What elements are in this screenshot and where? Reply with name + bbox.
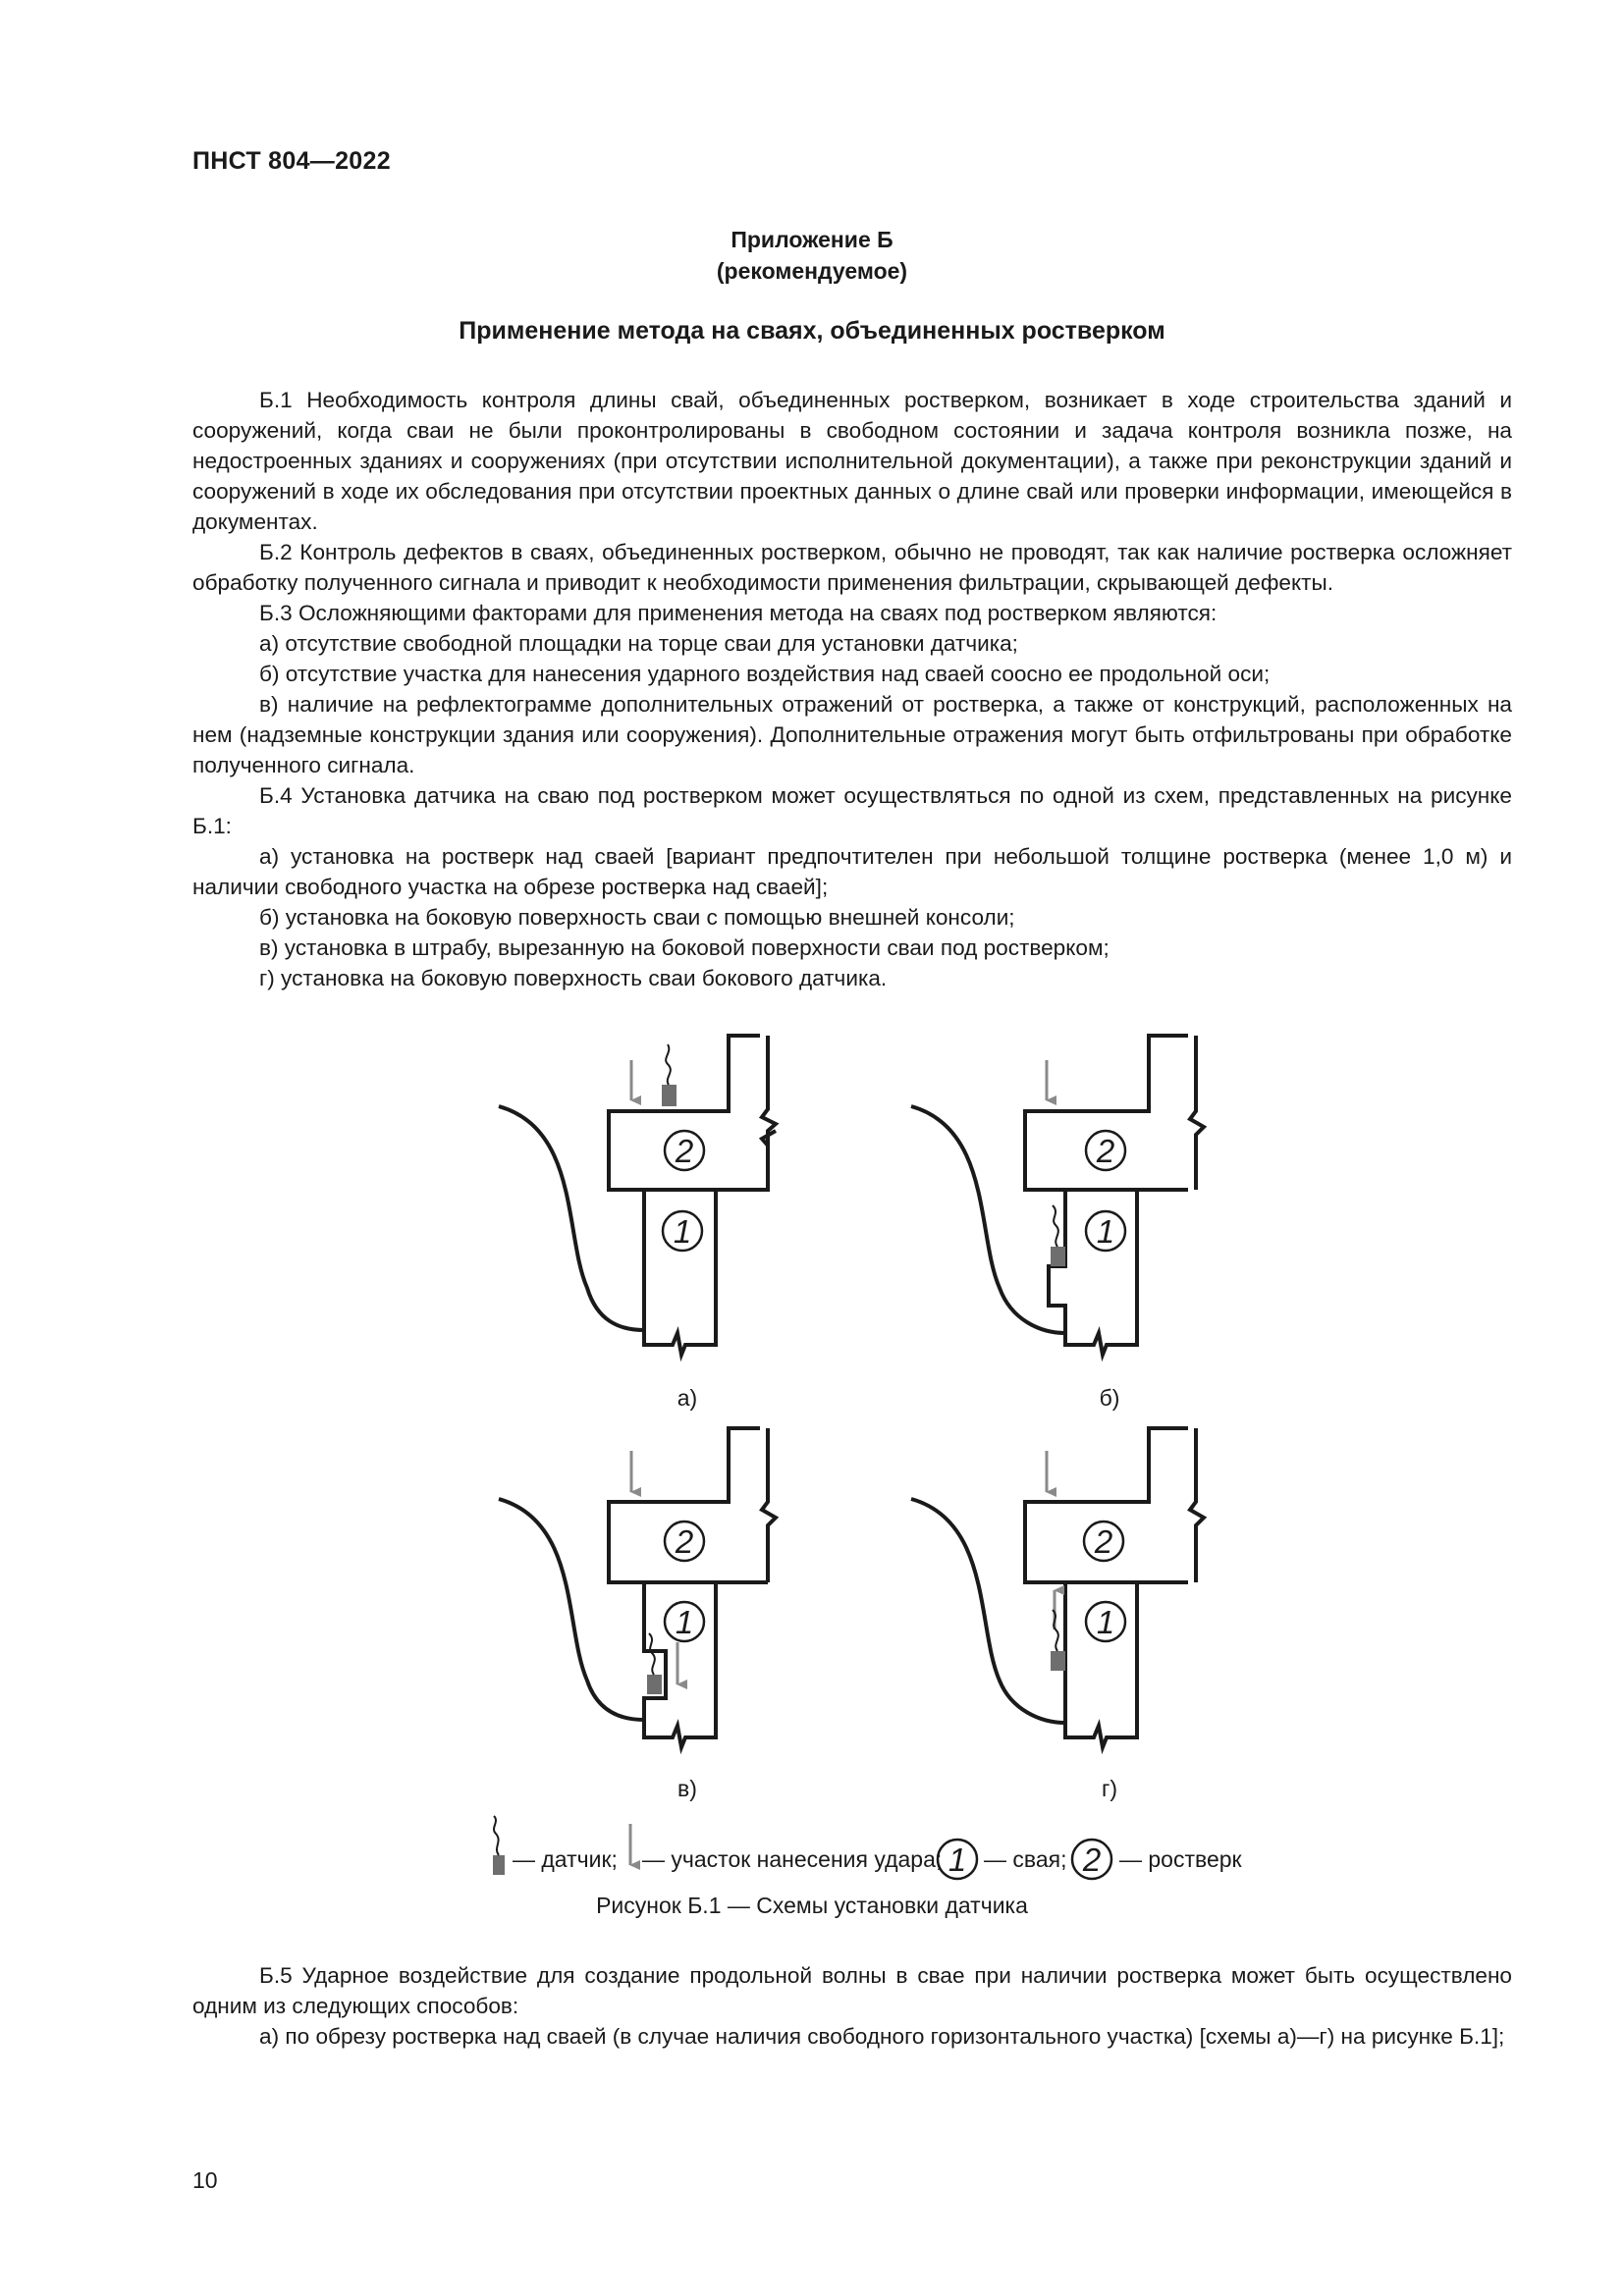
text-block-before-figure [192, 385, 1512, 993]
grillage-number: 2 [1094, 1523, 1113, 1560]
panel-label: в) [677, 1776, 697, 1801]
annex-title-block [0, 224, 1624, 287]
panel-b [911, 1036, 1204, 1411]
pile-number: 1 [1096, 1213, 1115, 1250]
panel-v [499, 1428, 776, 1801]
paragraph-b3-v: в) наличие на рефлектограмме дополнительных отражений от ростверка, а также от конструкций, расположенных на нем (надземные конструкции здания или сооружения). Дополнительные отражения могут быть отфильтрованы при обработке полученного сигнала. [192, 692, 1512, 777]
panel-a [499, 1036, 776, 1411]
sensor-icon [662, 1044, 677, 1106]
paragraph-b4-g: г) установка на боковую поверхность сваи бокового датчика. [259, 966, 888, 990]
grillage-break-right [762, 1428, 776, 1582]
paragraph-b4-a: а) установка на ростверк над сваей [вариант предпочтителен при небольшой толщине ростверка (менее 1,0 м) и наличии свободного участка на обрезе ростверка над сваей]; [192, 844, 1512, 899]
paragraph-b5: Б.5 Ударное воздействие для создание продольной волны в свае при наличии ростверка может быть осуществлено одним из следующих способов: [192, 1963, 1512, 2018]
paragraph-b3-b: б) отсутствие участка для нанесения ударного воздействия над сваей соосно ее продольной оси; [259, 662, 1271, 686]
sensor-icon [647, 1633, 662, 1694]
legend-grillage-text: — ростверк [1119, 1846, 1242, 1872]
grillage-break-right [762, 1036, 776, 1190]
panel-g [911, 1428, 1204, 1801]
pile-number: 1 [1096, 1604, 1115, 1640]
paragraph-b2: Б.2 Контроль дефектов в сваях, объединенных ростверком, обычно не проводят, так как наличие ростверка осложняет обработку полученного сигнала и приводит к необходимости применения фильтрации, скрывающей дефекты. [192, 540, 1512, 595]
grillage-number: 2 [1096, 1133, 1115, 1169]
legend-sensor-icon [493, 1816, 505, 1875]
paragraph-b3: Б.3 Осложняющими факторами для применения метода на сваях под ростверком являются: [259, 601, 1218, 625]
soil-line [499, 1106, 644, 1330]
soil-line [499, 1499, 644, 1720]
sensor-icon [1051, 1205, 1065, 1266]
legend-grillage-number: 2 [1082, 1842, 1102, 1878]
page-number: 10 [192, 2167, 218, 2193]
pile-number: 1 [673, 1213, 692, 1250]
legend-pile-text: — свая; [984, 1846, 1067, 1872]
panel-label: г) [1101, 1776, 1118, 1801]
figure-sensor-schemes [0, 1021, 1624, 1878]
legend-impact-text: — участок нанесения удара; [642, 1846, 943, 1872]
grillage-number: 2 [675, 1523, 694, 1560]
paragraph-b3-a: а) отсутствие свободной площадки на торце сваи для установки датчика; [259, 631, 1018, 656]
legend-pile-number: 1 [947, 1842, 967, 1878]
soil-line [911, 1499, 1065, 1723]
legend-sensor-text: — датчик; [513, 1846, 618, 1872]
text-block-after-figure [192, 1960, 1512, 2052]
annex-title: Приложение Б [731, 227, 893, 252]
grillage-number: 2 [675, 1133, 694, 1169]
paragraph-b4: Б.4 Установка датчика на сваю под ростверком может осуществляться по одной из схем, представленных на рисунке Б.1: [192, 783, 1512, 838]
panel-label: а) [677, 1385, 698, 1411]
grillage-break-right [1190, 1036, 1204, 1190]
paragraph-b4-b: б) установка на боковую поверхность сваи с помощью внешней консоли; [259, 905, 1015, 930]
annex-subtitle: (рекомендуемое) [716, 258, 908, 284]
paragraph-b1: Б.1 Необходимость контроля длины свай, объединенных ростверком, возникает в ходе строительства зданий и сооружений, когда сваи не были проконтролированы в свободном состоянии и задача контроля возникла позже, на недостроенных зданиях и сооружениях (при отсутствии исполнительной документации), а также при реконструкции зданий и сооружений в ходе их обследования при отсутствии проектных данных о длине свай или проверки информации, имеющейся в документах. [192, 388, 1512, 534]
paragraph-b4-v: в) установка в штрабу, вырезанную на боковой поверхности сваи под ростверком; [259, 935, 1110, 960]
panel-label: б) [1099, 1385, 1120, 1411]
annex-heading: Применение метода на сваях, объединенных ростверком [459, 317, 1165, 345]
pile-number: 1 [675, 1604, 694, 1640]
sensor-icon [1051, 1610, 1065, 1671]
document-code: ПНСТ 804—2022 [192, 147, 391, 175]
soil-line [911, 1106, 1065, 1333]
figure-caption: Рисунок Б.1 — Схемы установки датчика [596, 1893, 1028, 1918]
paragraph-b5-a: а) по обрезу ростверка над сваей (в случае наличия свободного горизонтального участка) [схемы а)—г) на рисунке Б.1]; [259, 2024, 1505, 2049]
grillage-break-right [1190, 1428, 1204, 1582]
figure-legend [493, 1816, 1243, 1879]
